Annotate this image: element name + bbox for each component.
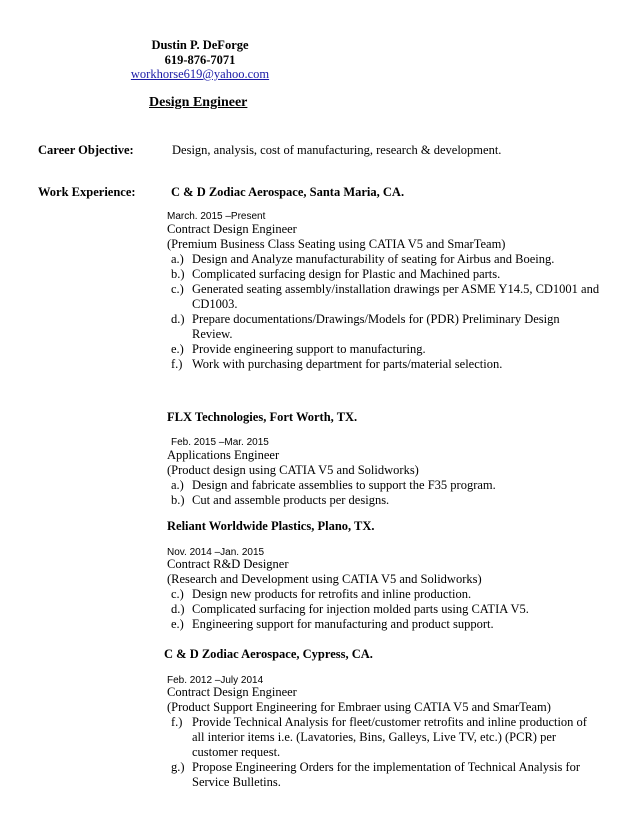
job-dates: Nov. 2014 –Jan. 2015 [167,547,265,558]
phone-number: 619-876-7071 [164,53,236,67]
list-item: b.) Complicated surfacing design for Plastic and Machined parts. [171,267,501,281]
career-objective-text: Design, analysis, cost of manufacturing, research & development. [172,143,502,157]
list-item-continuation: Review. [192,327,233,341]
email-link[interactable] [0,67,400,82]
list-item-continuation: Service Bulletins. [192,775,281,789]
list-item: e.) Engineering support for manufacturing and product support. [171,617,494,631]
list-item: g.) Propose Engineering Orders for the implementation of Technical Analysis for [171,760,581,774]
job-description: (Research and Development using CATIA V5 and Solidworks) [167,572,482,586]
list-item: a.) Design and Analyze manufacturability of seating for Airbus and Boeing. [171,252,555,266]
job-role: Contract R&D Designer [167,557,289,571]
job-company: C & D Zodiac Aerospace, Santa Maria, CA. [171,185,405,199]
candidate-name: Dustin P. DeForge [151,38,249,52]
job-description: (Premium Business Class Seating using CATIA V5 and SmarTeam) [167,237,506,251]
job-company: FLX Technologies, Fort Worth, TX. [167,410,358,424]
job-dates: March. 2015 –Present [167,211,266,222]
list-item-continuation: customer request. [192,745,281,759]
list-item: f.) Provide Technical Analysis for fleet/customer retrofits and inline production of [171,715,587,729]
job-description: (Product Support Engineering for Embraer using CATIA V5 and SmarTeam) [167,700,551,714]
list-item: c.) Design new products for retrofits and inline production. [171,587,472,601]
job-dates: Feb. 2012 –July 2014 [167,675,264,686]
job-description: (Product design using CATIA V5 and Solidworks) [167,463,419,477]
list-item: f.) Work with purchasing department for parts/material selection. [171,357,503,371]
job-company: C & D Zodiac Aerospace, Cypress, CA. [164,647,373,661]
list-item: b.) Cut and assemble products per designs. [171,493,390,507]
list-item: d.) Complicated surfacing for injection molded parts using CATIA V5. [171,602,529,616]
list-item-continuation: all interior items i.e. (Lavatories, Bins, Galleys, Live TV, etc.) (PCR) per [192,730,557,744]
list-item: c.) Generated seating assembly/installation drawings per ASME Y14.5, CD1001 and [171,282,600,296]
career-objective-label: Career Objective: [38,143,134,157]
list-item-continuation: CD1003. [192,297,238,311]
list-item: a.) Design and fabricate assemblies to support the F35 program. [171,478,496,492]
job-dates: Feb. 2015 –Mar. 2015 [171,437,269,448]
job-company: Reliant Worldwide Plastics, Plano, TX. [167,519,375,533]
work-experience-label: Work Experience: [38,185,136,199]
job-role: Contract Design Engineer [167,222,297,236]
job-role: Applications Engineer [167,448,280,462]
list-item: d.) Prepare documentations/Drawings/Models for (PDR) Preliminary Design [171,312,560,326]
job-title-heading: Design Engineer [149,95,248,110]
email-text[interactable]: workhorse619@yahoo.com [130,67,270,81]
job-role: Contract Design Engineer [167,685,297,699]
list-item: e.) Provide engineering support to manufacturing. [171,342,426,356]
